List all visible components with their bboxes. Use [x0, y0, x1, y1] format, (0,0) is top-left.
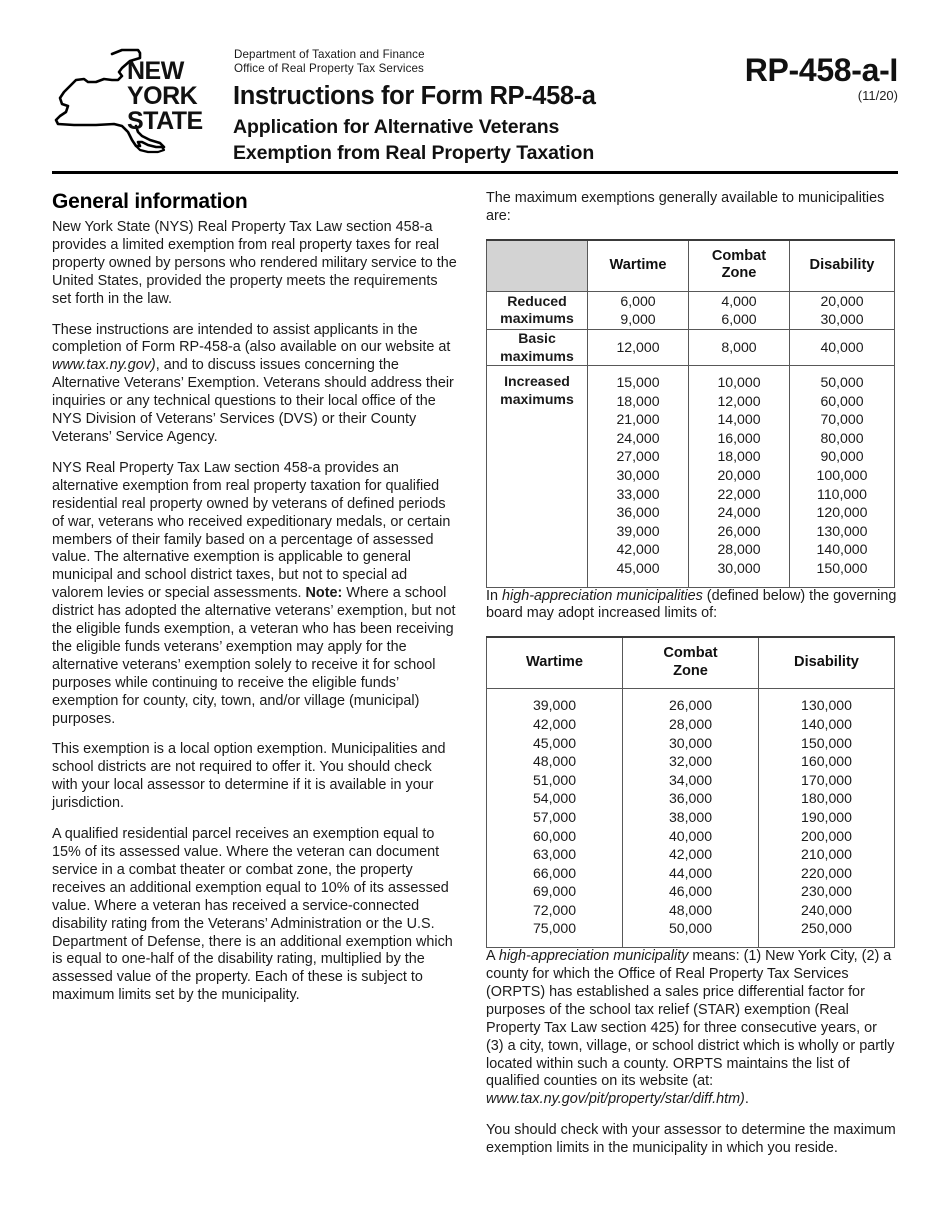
value-item: 120,000 — [816, 504, 868, 521]
value-item: 140,000 — [816, 541, 868, 558]
row-label-line1: Increased — [504, 373, 570, 389]
value-item: 110,000 — [817, 485, 867, 502]
table1-header-wartime: Wartime — [588, 240, 689, 292]
value-item: 130,000 — [816, 522, 868, 539]
logo-line-3: STATE — [127, 107, 203, 135]
paragraph-4: This exemption is a local option exemption. Municipalities and school districts are not required to offer it. You should check with your local assessor to determine if it is available in your jurisdiction. — [52, 741, 446, 812]
value-item: 130,000 — [801, 697, 852, 714]
row-label-line2: maximums — [500, 390, 574, 407]
value-item: 48,000 — [532, 753, 577, 770]
value-item: 18,000 — [717, 448, 761, 465]
value-item: 66,000 — [532, 864, 577, 881]
value-item: 16,000 — [717, 429, 761, 446]
website-url-tax-ny-gov: www.tax.ny.gov) — [52, 357, 156, 374]
value-item: 26,000 — [717, 522, 761, 539]
paragraph-3-part-2: Where a school district has adopted the alternative veterans’ exemption, but not the eligible funds exemption, a veteran who has been receiving the eligible funds veterans’ exemption may apply for the alternative veterans’ exemption solely to receive it for school purposes while continuing to receive the eligible funds’ exemption for county, city, town, and/or village (municipal) purposes. — [52, 585, 456, 727]
value-item: 50,000 — [820, 374, 864, 390]
value-item: 30,000 — [820, 311, 864, 328]
logo-line-2: YORK — [127, 82, 198, 110]
table2-disability-values — [759, 689, 895, 948]
value-item: 69,000 — [532, 883, 577, 900]
value-item: 6,000 — [721, 311, 757, 328]
value-list — [689, 292, 789, 329]
value-item: 18,000 — [616, 392, 660, 409]
value-item: 200,000 — [801, 827, 852, 844]
value-item: 40,000 — [668, 827, 713, 844]
table1-reduced-wartime — [588, 291, 689, 329]
table1-row-label-reduced — [487, 291, 588, 329]
high-appreciation-definition — [486, 948, 898, 1109]
table2-header-combat-line2: Zone — [673, 662, 708, 679]
department-name: Department of Taxation and Finance — [234, 48, 425, 61]
value-item: 220,000 — [801, 864, 852, 881]
value-item: 30,000 — [717, 559, 761, 576]
value-item: 34,000 — [668, 771, 713, 788]
value-item: 51,000 — [532, 771, 577, 788]
value-item: 140,000 — [801, 715, 852, 732]
value-item: 44,000 — [668, 864, 713, 881]
value-item: 230,000 — [801, 883, 852, 900]
general-information-heading: General information — [52, 190, 248, 213]
value-item: 4,000 — [721, 292, 757, 309]
table1-basic-combat — [689, 330, 790, 366]
value-item: 14,000 — [717, 411, 761, 428]
value-list — [689, 338, 789, 357]
value-item: 42,000 — [668, 846, 713, 863]
table1-header-row — [487, 240, 895, 292]
form-number: RP-458-a-I — [744, 52, 898, 88]
value-item: 28,000 — [668, 715, 713, 732]
value-list — [759, 696, 894, 938]
table1-increased-wartime — [588, 366, 689, 588]
value-item: 210,000 — [801, 846, 852, 863]
page-title: Instructions for Form RP-458-a — [233, 82, 596, 110]
value-item: 45,000 — [532, 734, 577, 751]
value-item: 75,000 — [532, 920, 577, 937]
value-list — [588, 338, 688, 357]
table1-row-label-basic — [487, 330, 588, 366]
maximum-exemptions-table — [486, 239, 895, 588]
form-revision-date: (11/20) — [857, 88, 898, 103]
value-item: 12,000 — [616, 339, 660, 356]
document-header — [52, 42, 898, 162]
value-item: 54,000 — [532, 790, 577, 807]
value-list — [588, 373, 688, 578]
table2-wartime-values — [487, 689, 623, 948]
value-item: 150,000 — [816, 559, 868, 576]
left-column — [52, 189, 457, 1005]
definition-part-2: means: (1) New York City, (2) a county for which the Office of Real Property Tax Services (ORPTS) has established a sales price differential factor for purposes of the school tax relief (STAR) exemption (Real Property Tax Law section 425) for three consecutive years, or (3) a city, town, village, or school district which is wholly or partly located within such a county. ORPTS maintains the list of qualified counties on its website (at: — [486, 948, 895, 1090]
new-york-state-logo — [52, 46, 217, 158]
value-item: 27,000 — [616, 448, 660, 465]
table-row — [487, 291, 895, 329]
table2-intro — [486, 588, 898, 624]
paragraph-3 — [52, 460, 457, 729]
table1-corner-cell — [487, 240, 588, 292]
value-item: 150,000 — [801, 734, 852, 751]
value-item: 8,000 — [721, 339, 757, 356]
value-item: 42,000 — [532, 715, 577, 732]
value-list — [588, 292, 688, 329]
right-column — [486, 190, 898, 1158]
header-divider — [52, 171, 898, 174]
value-item: 70,000 — [820, 411, 864, 428]
value-item: 22,000 — [717, 485, 761, 502]
value-list — [689, 373, 789, 578]
table2-intro-part-1: In — [486, 587, 502, 604]
value-item: 57,000 — [532, 808, 577, 825]
table-row — [487, 366, 895, 588]
table1-increased-combat — [689, 366, 790, 588]
row-label-line1: Basic — [518, 330, 556, 346]
value-item: 30,000 — [668, 734, 713, 751]
value-item: 100,000 — [816, 466, 868, 483]
table-row — [487, 689, 895, 948]
value-list — [790, 373, 894, 578]
table1-row-label-increased — [487, 366, 588, 588]
paragraph-2-part-2: , and to discuss issues concerning the Alternative Veterans’ Exemption. Veterans should address their inquiries or any technical questions to their local office of the NYS Division of Veterans’ Services (DVS) or their County Veterans’ Service Agency. — [52, 357, 454, 445]
value-item: 28,000 — [717, 541, 761, 558]
table1-basic-disability — [790, 330, 895, 366]
definition-part-1: A — [486, 948, 499, 965]
table1-basic-wartime — [588, 330, 689, 366]
value-item: 80,000 — [820, 429, 864, 446]
ny-state-outline-icon — [52, 46, 217, 158]
paragraph-3-part-1: NYS Real Property Tax Law section 458-a provides an alternative exemption from real property taxation for qualified residential real property owned by veterans of defined periods of war, veterans who received expeditionary medals, or certain members of their family based on a percentage of assessed value. The alternative exemption is applicable to general municipal and school district taxes, but not to special ad valorem levies or special assessments. — [52, 459, 451, 602]
value-item: 39,000 — [616, 522, 660, 539]
value-item: 39,000 — [532, 697, 577, 714]
value-item: 6,000 — [620, 292, 656, 309]
value-item: 60,000 — [820, 392, 864, 409]
table2-header-combat-line1: Combat — [663, 645, 718, 662]
value-item: 15,000 — [616, 374, 660, 390]
value-item: 9,000 — [620, 311, 656, 328]
paragraph-5: A qualified residential parcel receives an exemption equal to 15% of its assessed value. Where the veteran can document service in a combat theater or combat zone, the property receives an additional exemption equal to 10% of its assessed value. Where a veteran has received a service-connected disability rating from the Veterans’ Administration or the U.S. Department of Defense, there is an additional exemption which is equal to one-half of the disability rating, multiplied by the assessed value of the property. Each of these is subject to maximum limits set by the municipality. — [52, 826, 453, 1004]
value-item: 250,000 — [801, 920, 852, 937]
value-item: 170,000 — [801, 771, 852, 788]
row-label-line2: maximums — [500, 347, 574, 364]
value-item: 240,000 — [801, 901, 852, 918]
final-paragraph: You should check with your assessor to determine the maximum exemption limits in the municipality in which you reside. — [486, 1122, 896, 1157]
page-subtitle — [233, 115, 594, 166]
table1-header-disability: Disability — [790, 240, 895, 292]
value-item: 36,000 — [616, 504, 660, 521]
value-list — [790, 338, 894, 357]
value-item: 12,000 — [717, 392, 761, 409]
value-item: 180,000 — [801, 790, 852, 807]
value-item: 30,000 — [616, 466, 660, 483]
value-item: 60,000 — [532, 827, 577, 844]
table1-reduced-disability — [790, 291, 895, 329]
value-item: 40,000 — [820, 339, 864, 356]
table2-intro-part-2: (defined below) the governing board may adopt increased limits of: — [486, 587, 897, 622]
value-item: 36,000 — [668, 790, 713, 807]
value-item: 24,000 — [616, 429, 660, 446]
value-item: 160,000 — [801, 753, 852, 770]
table2-header-combat-zone — [623, 637, 759, 689]
value-item: 20,000 — [717, 466, 761, 483]
value-item: 50,000 — [668, 920, 713, 937]
table2-header-disability: Disability — [759, 637, 895, 689]
definition-part-3: . — [744, 1091, 749, 1108]
table1-header-combat-line2: Zone — [721, 265, 757, 282]
logo-line-1: NEW — [127, 57, 184, 85]
table2-header-row — [487, 637, 895, 689]
value-item: 33,000 — [616, 485, 660, 502]
value-list — [790, 292, 894, 329]
table1-header-combat-zone — [689, 240, 790, 292]
row-label-line1: Reduced — [507, 292, 567, 309]
value-item: 48,000 — [668, 901, 713, 918]
value-item: 45,000 — [616, 559, 660, 576]
value-item: 24,000 — [717, 504, 761, 521]
value-item: 63,000 — [532, 846, 577, 863]
table1-reduced-combat — [689, 291, 790, 329]
orpts-star-diff-url: www.tax.ny.gov/pit/property/star/diff.htm) — [486, 1091, 745, 1108]
value-list — [487, 696, 622, 938]
table1-intro: The maximum exemptions generally available to municipalities are: — [486, 190, 885, 224]
value-item: 32,000 — [668, 753, 713, 770]
page-subtitle-line-2: Exemption from Real Property Taxation — [233, 141, 595, 164]
form-number-block — [745, 53, 898, 104]
paragraph-1: New York State (NYS) Real Property Tax Law section 458-a provides a limited exemption from real property taxes for real property owned by persons who rendered military service to the United States, provided the property meets the requirements set forth in the law. — [52, 219, 457, 307]
value-item: 90,000 — [820, 448, 864, 465]
high-appreciation-limits-table — [486, 636, 895, 948]
value-list — [623, 696, 758, 938]
page-subtitle-line-1: Application for Alternative Veterans — [233, 116, 560, 138]
value-item: 38,000 — [668, 808, 713, 825]
row-label-line2: maximums — [500, 310, 574, 327]
table2-header-wartime: Wartime — [487, 637, 623, 689]
note-label: Note: — [305, 585, 343, 602]
value-item: 10,000 — [717, 374, 761, 390]
value-item: 21,000 — [616, 411, 660, 428]
value-item: 20,000 — [820, 292, 864, 309]
paragraph-2 — [52, 322, 457, 447]
table1-header-combat-line1: Combat — [711, 247, 767, 264]
value-item: 72,000 — [532, 901, 577, 918]
table1-increased-disability — [790, 366, 895, 588]
department-lines — [234, 48, 425, 76]
table2-combat-values — [623, 689, 759, 948]
value-item: 190,000 — [801, 808, 852, 825]
paragraph-2-part-1: These instructions are intended to assist applicants in the completion of Form RP-458-a (also available on our website at — [52, 321, 451, 356]
office-name: Office of Real Property Tax Services — [234, 62, 424, 76]
value-item: 46,000 — [668, 883, 713, 900]
value-item: 26,000 — [668, 697, 713, 714]
value-item: 42,000 — [616, 541, 660, 558]
table-row — [487, 330, 895, 366]
high-appreciation-municipality-term: high-appreciation municipality — [498, 948, 689, 965]
high-appreciation-term: high-appreciation municipalities — [502, 587, 703, 604]
